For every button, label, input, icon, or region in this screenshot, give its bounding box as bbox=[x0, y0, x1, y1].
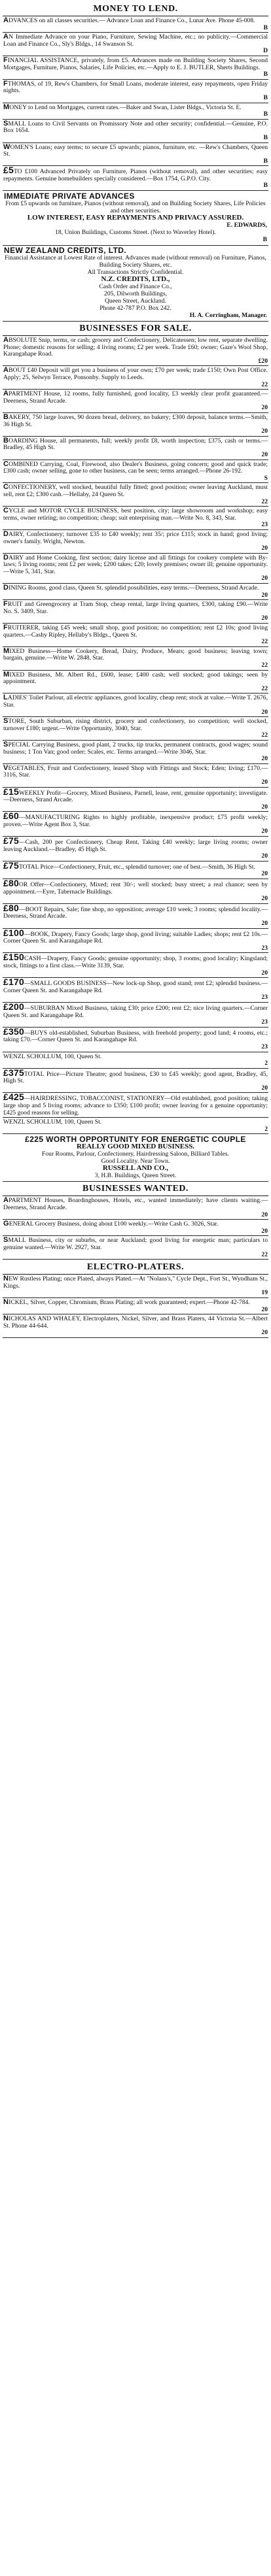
ad-text: ADIES' Toilet Parlour, all electric appliances, good locality, cheap rent; stock at value.—Write T. 2676, Star. bbox=[3, 694, 268, 709]
business-ad bbox=[3, 929, 268, 954]
ad-lead: D bbox=[3, 584, 9, 592]
ad-text: —SMALL GOODS BUSINESS—New lock-up Shop, good stand; rent £2; splendid business.—Corner Queen St. and Karangahape Rd. bbox=[3, 980, 268, 994]
money-ad bbox=[3, 33, 268, 56]
ad-lead: F bbox=[3, 624, 8, 632]
business-ad bbox=[3, 461, 268, 484]
ad-tail: 23 bbox=[261, 1018, 268, 1026]
ad-text: OR Offer—Confectionery, Mixed; rent 30/-; well stocked; busy street; a real chance; seen by appointment.—Eyre, Tabernacle Buildings. bbox=[3, 881, 268, 895]
business-ad bbox=[3, 954, 268, 978]
display-ad-immediate-sign: E. EDWARDS, bbox=[226, 222, 267, 229]
display-ad-couple-line: RUSSELL AND CO., bbox=[102, 1164, 169, 1173]
ad-tail: 20 bbox=[261, 1227, 268, 1235]
money-ad bbox=[3, 120, 268, 143]
business-ad bbox=[3, 671, 268, 694]
ad-tail: B bbox=[263, 24, 268, 31]
wanted-ads-list bbox=[3, 1197, 268, 1260]
business-ad bbox=[3, 1028, 268, 1052]
section-heading-businesses-wanted: BUSINESSES WANTED. bbox=[3, 1182, 268, 1196]
electro-ads-list bbox=[3, 1275, 268, 1338]
ad-text: ONFECTIONERY, well stocked, beautiful fully fitted; good position; owner leaving Auckland, must sell, rent £2; £300 cash.—Hellaby, 24 Queen St. bbox=[3, 484, 268, 498]
display-ad-immediate-tail: B bbox=[262, 236, 267, 244]
business-ad bbox=[3, 1118, 268, 1134]
business-ad bbox=[3, 367, 268, 390]
display-ad-couple-heading: £225 WORTH OPPORTUNITY FOR ENERGETIC COUPLE bbox=[25, 1135, 246, 1145]
ad-lead: V bbox=[3, 763, 9, 772]
business-ad bbox=[3, 390, 268, 413]
display-ad-nz-line: Phone 42-787 P.O. Box 242. bbox=[99, 305, 172, 312]
ad-lead: £100 bbox=[3, 927, 24, 938]
ad-tail: 23 bbox=[261, 944, 268, 952]
ad-tail: 20 bbox=[261, 427, 268, 435]
electro-ad bbox=[3, 1275, 268, 1298]
ad-tail: 20 bbox=[261, 920, 268, 927]
ad-text: WENZL SCHOLLUM, 100, Queen St. bbox=[3, 1052, 102, 1060]
ad-text: AIRY and Home Cooking, first section; dairy license and all fittings for cookery complete with By-laws; 5 living rooms; rent £2 per week; £200 takes; £20; lovely premises; owner ill; genuine opportunity.—Write 5, 341, Star. bbox=[3, 554, 268, 575]
display-ad-immediate-line: From £5 upwards on furniture, Pianos (without removal), and on Building Society Shares, Life Policies and other securities. bbox=[5, 200, 266, 215]
ad-lead: C bbox=[3, 507, 9, 515]
business-ad bbox=[3, 880, 268, 904]
ad-tail: 20 bbox=[261, 708, 268, 716]
ad-lead: £170 bbox=[3, 977, 24, 988]
ad-tail: 22 bbox=[261, 380, 268, 388]
display-ad-immediate-heading: IMMEDIATE PRIVATE ADVANCES bbox=[4, 192, 135, 201]
business-ad bbox=[3, 531, 268, 554]
ad-tail: B bbox=[263, 110, 268, 118]
business-ad bbox=[3, 484, 268, 507]
business-ad bbox=[3, 624, 268, 647]
ad-text: INANCIAL ASSISTANCE, privately, from £5. Advances made on Building Society Shares, Second Mortgages, Furniture, Pianos, Salaries, Life Policies, etc.—Apply to E. J. BUTLER, Sherts Buildings. bbox=[3, 56, 268, 71]
ad-text: THOMAS, of 19, Rew's Chambers, for Small Loans, moderate interest, easy repayments, open Friday nights. bbox=[3, 80, 268, 95]
money-ad bbox=[3, 80, 268, 103]
ad-lead: N bbox=[3, 1314, 9, 1323]
display-ad-couple-line: Good Locality. Near Town. bbox=[101, 1158, 170, 1165]
section-heading-electro-platers: ELECTRO-PLATERS. bbox=[3, 1260, 268, 1275]
ad-tail: 20 bbox=[261, 544, 268, 552]
ad-lead: F bbox=[3, 56, 8, 64]
ad-tail: 20 bbox=[261, 870, 268, 878]
ad-text: IXED Business—Home Cookery, Bread, Dairy, Produce, Meats; good business; leaving town; bargain, genuine.—Write W. 2848, Star. bbox=[3, 647, 268, 662]
ad-lead: M bbox=[3, 103, 10, 111]
electro-ad bbox=[3, 1315, 268, 1338]
business-ad bbox=[3, 788, 268, 812]
ad-text: PARTMENT House, 12 rooms, fully furnished, good locality, £3 weekly clear profit guaranteed.—Deerness, Strand Arcade. bbox=[3, 390, 268, 405]
display-ad-couple bbox=[3, 1135, 268, 1182]
ad-lead: S bbox=[3, 740, 9, 748]
ad-lead: S bbox=[3, 119, 9, 127]
ad-lead: £5 bbox=[3, 165, 14, 176]
ad-tail: B bbox=[263, 71, 268, 78]
ad-text: RUITERER, taking £45 week; small shop, good position; no competition; rent £2 10s; good living quarters.—Cashy Ripley, Hellaby's Bldgs., Queen St. bbox=[3, 624, 268, 639]
ad-text: IXED Business, Mt. Albert Rd., £600, lease; £400 cash; well stocked; good takings; seen by appointment. bbox=[3, 671, 268, 686]
display-ad-couple-line: Four Rooms, Parlour, Confectionery, Hairdressing Saloon, Billiard Tables. bbox=[42, 1150, 229, 1158]
ad-tail: B bbox=[263, 133, 268, 141]
display-ad-nz-line: Queen Street, Auckland. bbox=[105, 297, 166, 305]
ad-lead: £375 bbox=[3, 1067, 24, 1078]
ad-tail: B bbox=[263, 157, 268, 165]
ad-text: OMEN'S Loans; easy terms; to secure £5 upwards; pianos, furniture, etc. —Rew's Chambers, Queen St. bbox=[3, 143, 268, 158]
ad-tail: 22 bbox=[261, 1250, 268, 1258]
ad-tail: 22 bbox=[261, 684, 268, 692]
ad-tail: 23 bbox=[261, 994, 268, 1001]
ad-tail: 20 bbox=[261, 450, 268, 458]
ad-lead: C bbox=[3, 483, 9, 492]
ad-lead: £80 bbox=[3, 902, 19, 913]
display-ad-nz-line: 205, Dilworth Buildings, bbox=[104, 290, 167, 298]
ad-text: ONEY to Lend on Mortgages, current rates.—Baker and Swan, Lister Bldgs., Victoria St. E. bbox=[9, 103, 242, 111]
money-ads-list bbox=[3, 17, 268, 191]
ad-text: TOTAL Price—Confectionery, Fruit, etc., splendid turnover; one of best.—Smith, 36 High St. bbox=[18, 863, 255, 871]
ad-text: OARDING House, all permanents, full; weekly profit £8, worth inspection; £375, cash or terms.—Bradley, 45 High St. bbox=[3, 437, 268, 452]
section-heading-businesses-for-sale: BUSINESSES FOR SALE. bbox=[3, 322, 268, 336]
business-ad bbox=[3, 554, 268, 584]
business-ad bbox=[3, 337, 268, 366]
ad-lead: S bbox=[3, 1236, 9, 1245]
ad-tail: 22 bbox=[261, 497, 268, 505]
money-ad bbox=[3, 144, 268, 167]
ad-lead: £75 bbox=[3, 835, 19, 846]
ad-tail: 20 bbox=[261, 575, 268, 582]
ad-lead: A bbox=[3, 1196, 9, 1205]
ad-lead: £75 bbox=[3, 860, 19, 871]
ad-text: WENZL SCHOLLUM, 100, Queen St. bbox=[3, 1118, 102, 1126]
ad-text: BOUT £40 Deposit will get you a business of your own; £70 per week; trade £150; Own Post Office. Apply; 25, Selwyn Terrace, Ponsonby. Supply to Leeds. bbox=[3, 367, 268, 382]
display-ad-nz-line: Cash Order and Finance Co., bbox=[99, 283, 172, 291]
ad-text: PARTMENT Houses, Boardinghouses, Hotels, etc., wanted immediately; have clients waiting.—Deerness, Strand Arcade. bbox=[3, 1197, 268, 1212]
business-ad bbox=[3, 648, 268, 671]
ad-text: —MANUFACTURING Rights to highly profitable, inexpensive product; £75 profit weekly; proven.—Write Agent Box 3, Star. bbox=[3, 814, 268, 828]
business-ad bbox=[3, 862, 268, 879]
wanted-ad bbox=[3, 1197, 268, 1220]
ad-text: —SUBURBAN Mixed Business, taking £30; price £200; rent £2; nice living quarters.—Corner Queen St. and Karangahape Rd. bbox=[3, 1004, 268, 1019]
business-ad bbox=[3, 1053, 268, 1069]
ad-text: RUIT and Greengrocery at Tram Stop, cheap rental, large living quarters, £300, taking £90.—Write No. S. 3409, Star. bbox=[3, 601, 268, 615]
ad-tail: 20 bbox=[261, 591, 268, 599]
business-ad bbox=[3, 902, 268, 929]
ad-lead: £200 bbox=[3, 1001, 24, 1012]
ad-lead: W bbox=[3, 142, 10, 151]
ad-text: —Cash, 200 per Confectionery, Cheap Rent, Taking £40 weekly; large living rooms; owner leaving Auckland.—Bradley, 45 High St. bbox=[3, 839, 268, 853]
ad-tail: 23 bbox=[261, 1043, 268, 1050]
business-ad bbox=[3, 584, 268, 600]
ad-text: MALL Business, city or suburbs, or near Auckland; good living for energetic man; particulars to genuine wanted.—Write W. 2927, Star. bbox=[3, 1237, 268, 1251]
ad-text: INING Rooms, good class, Queen St. splendid possibilities, easy terms.—Deerness, Strand Arcade. bbox=[9, 584, 259, 592]
ad-lead: N bbox=[3, 1297, 9, 1306]
wanted-ad bbox=[3, 1220, 268, 1236]
display-ad-couple-line: REALLY GOOD MIXED BUSINESS. bbox=[76, 1143, 195, 1151]
business-ad bbox=[3, 694, 268, 717]
ad-tail: B bbox=[263, 93, 268, 101]
ad-tail: 20 bbox=[261, 969, 268, 977]
ad-tail: 20 bbox=[261, 895, 268, 903]
display-ad-nz-line: N.Z. CREDITS, LTD., bbox=[101, 275, 170, 284]
ad-tail: 20 bbox=[261, 404, 268, 412]
money-ad bbox=[3, 17, 268, 33]
ad-tail: 2 bbox=[264, 1060, 268, 1067]
ad-lead: A bbox=[3, 366, 9, 375]
ad-tail: 20 bbox=[261, 803, 268, 811]
section-heading-money: MONEY TO LEND. bbox=[3, 2, 268, 16]
display-ad-nz-line: H. A. Corringham, Manager. bbox=[189, 312, 267, 320]
ad-text: ENERAL Grocery Business, doing about £100 weekly.—Write Cash G. 3026, Star. bbox=[9, 1220, 219, 1228]
ad-tail: 20 bbox=[261, 614, 268, 622]
ad-tail: 22 bbox=[261, 638, 268, 646]
ad-text: ICKEL, Silver, Copper, Chromium, Brass Plating; all work guaranteed; expert.—Phone 42-784. bbox=[9, 1298, 250, 1306]
ad-tail: B bbox=[263, 182, 268, 190]
ad-lead: B bbox=[3, 436, 9, 444]
ad-text: AKERY, 750 large loaves, 90 dozen bread, delivery, no bakery; £300 deposit, balance terms.—Smith, 36 High St. bbox=[3, 414, 268, 428]
business-ad bbox=[3, 979, 268, 1003]
ad-tail: S bbox=[264, 474, 268, 482]
ad-text: DVANCES on all classes securities.— Advance Loan and Finance Co., Lunar Ave. Phone 45-008. bbox=[9, 17, 255, 24]
business-ad bbox=[3, 1094, 268, 1118]
ad-text: YCLE and MOTOR CYCLE BUSINESS, best position, city; large showroom and workshop; easy terms, owner retiring; no competition; cheap; suit enterprising man.—Write No. 8, 343, Star. bbox=[3, 507, 268, 522]
ad-tail: 20 bbox=[261, 778, 268, 786]
business-ad bbox=[3, 837, 268, 861]
ad-tail: 20 bbox=[261, 1084, 268, 1092]
business-ad bbox=[3, 507, 268, 530]
ad-text: CASH—Drapery, Fancy Goods; genuine opportunity; shop, 3 rooms; good locality; Kingsland; stock, fittings to a first class.—Write 3139, Star. bbox=[3, 955, 268, 969]
ad-text: BSOLUTE Snip, terms, or cash; grocery and Confectionery, Delicatessen; low rent, separate dwelling. Phone; domestic reasons for selling; 4 living rooms; £2 per week. Trade £60; owner; Gaze's Wool Shop, Karangahape Road. bbox=[3, 337, 268, 358]
ad-tail: 20 bbox=[261, 1211, 268, 1218]
ad-tail: 22 bbox=[261, 731, 268, 739]
display-ad-nz-heading: NEW ZEALAND CREDITS, LTD. bbox=[4, 246, 127, 256]
ad-text: TORE, South Suburban, rising district, grocery and confectionery, no competition; well stocked, turnover £180; urgent.—Write Opportunity, 3040, Star. bbox=[3, 718, 268, 732]
ad-lead: D bbox=[3, 553, 9, 561]
business-ad bbox=[3, 1069, 268, 1094]
business-ads-list bbox=[3, 337, 268, 1134]
ad-lead: S bbox=[3, 717, 9, 726]
ad-text: OMBINED Carrying, Coal, Firewood, also Dealer's Business, going concern; good and quick trade; £300 cash; owner selling, gone to other business, can be seen; terms arranged.—Phone 26-192. bbox=[3, 460, 268, 475]
ad-tail: 20 bbox=[261, 1305, 268, 1313]
display-ad-immediate bbox=[3, 192, 268, 246]
ad-lead: G bbox=[3, 1220, 9, 1228]
display-ad-nz-line: All Transactions Strictly Confidential. bbox=[87, 269, 184, 276]
ad-lead: F bbox=[3, 600, 8, 609]
ad-text: ICHOLAS AND WHALEY, Electroplaters, Nickel, Silver, and Brass Platers, 44 Victoria St.—Albert St. Phone 44-644. bbox=[3, 1315, 268, 1330]
ad-lead: £425 bbox=[3, 1092, 24, 1103]
ad-lead: £350 bbox=[3, 1026, 24, 1037]
ad-lead: A bbox=[3, 16, 9, 24]
electro-ad bbox=[3, 1299, 268, 1314]
ad-text: EGETABLES, Fruit and Confectionery, leased Shop with Fittings and Stock; Eden; living; £170.—3116, Star. bbox=[3, 764, 268, 779]
ad-tail: D bbox=[263, 47, 268, 55]
ad-text: TO £100 Advanced Privately on Furniture, Pianos (without removal), and other securities; easy repayments. Genuine homebuilders specially considered.—Box 1754, G.P.O. City. bbox=[3, 168, 268, 182]
ad-lead: £15 bbox=[3, 786, 19, 797]
ad-text: AIRY, Confectionery; turnover £35 to £40 weekly; rent 35/; price £115; stock in hand; good living; owner's family. Wright, Newton. bbox=[3, 530, 268, 545]
ad-tail: 23 bbox=[261, 521, 268, 529]
ad-text: EW Rustless Plating; once Plated, always Plated.—At "Nolans's," Cycle Dept., Fort St., Wyndham St., Kings. bbox=[3, 1275, 268, 1290]
business-ad bbox=[3, 601, 268, 624]
business-ad bbox=[3, 741, 268, 764]
display-ad-immediate-strong: LOW INTEREST, EASY REPAYMENTS AND PRIVACY ASSURED. bbox=[27, 214, 244, 222]
money-ad bbox=[3, 57, 268, 80]
ad-lead: £150 bbox=[3, 952, 24, 963]
ad-text: TOTAL Price—Picture Theatre; good business, £30 to £45 weekly; good agent, Bradley, 45, High St. bbox=[3, 1070, 268, 1085]
ad-tail: £20 bbox=[258, 357, 268, 365]
business-ad bbox=[3, 812, 268, 837]
ad-lead: L bbox=[3, 694, 8, 702]
ad-tail: 20 bbox=[261, 852, 268, 860]
ad-text: —HAIRDRESSING, TOBACCONIST, STATIONERY—Old established, good position; taking large shop and 5 living rooms; advance to £350; £100 profit; owner leaving for a genuine opportunity; £425 good reasons for selling. bbox=[3, 1095, 268, 1116]
ad-lead: D bbox=[3, 529, 9, 538]
ad-tail: 2 bbox=[264, 1125, 268, 1133]
display-ad-nz-credits bbox=[3, 246, 268, 322]
money-ad bbox=[3, 167, 268, 191]
ad-lead: A bbox=[3, 390, 9, 398]
business-ad bbox=[3, 1003, 268, 1028]
ad-text: MALL Loans to Civil Servants on Promissory Note and other security; confidential.—Genuine, P.O. Box 1654. bbox=[3, 120, 268, 135]
ad-lead: £60 bbox=[3, 811, 19, 822]
ad-text: —BOOK, Drapery, Fancy Goods; large shop, good living; suitable Ladies; shops; rent £2 10s.—Corner Queen St. and Karangahape Rd. bbox=[3, 930, 268, 945]
ad-lead: C bbox=[3, 460, 9, 468]
business-ad bbox=[3, 437, 268, 460]
business-ad bbox=[3, 414, 268, 437]
ad-text: PECIAL Carrying Business, good plant, 2 trucks, tip trucks, permanent contracts, good wages; sound business; 1 Ton Van; good order; Scales, etc. Terms arranged.—Write 3046, Star. bbox=[3, 741, 268, 756]
money-ad bbox=[3, 104, 268, 120]
wanted-ad bbox=[3, 1237, 268, 1260]
ad-tail: 20 bbox=[261, 1329, 268, 1337]
ad-lead: A bbox=[3, 33, 9, 41]
ad-text: —BUYS old-established, Suburban Business, with freehold property; good land; 4 rooms, etc.; taking £70.—Corner Queen St. and Karangahape Rd. bbox=[3, 1029, 268, 1044]
display-ad-immediate-addr: 18, Union Buildings, Customs Street. (Next to Waverley Hotel). bbox=[55, 229, 216, 237]
ad-lead: B bbox=[3, 413, 9, 421]
ad-lead: A bbox=[3, 336, 9, 344]
ad-tail: 19 bbox=[261, 1289, 268, 1297]
ad-lead: F bbox=[3, 79, 8, 88]
ad-lead: M bbox=[3, 646, 10, 655]
ad-text: WEEKLY Profit—Grocery, Mixed Business, Parnell, lease, rent, genuine opportunity; investigate.—Deerness, Strand Arcade. bbox=[3, 789, 268, 804]
business-ad bbox=[3, 765, 268, 788]
ad-tail: 20 bbox=[261, 755, 268, 763]
ad-lead: £80 bbox=[3, 878, 19, 889]
display-ad-nz-line: Financial Assistance at Lowest Rate of interest. Advances made (without removal) on Furniture, Pianos, Building Society Shares, etc. bbox=[5, 254, 266, 269]
ad-lead: M bbox=[3, 670, 10, 678]
ad-tail: 20 bbox=[261, 828, 268, 835]
ad-lead: N bbox=[3, 1275, 9, 1283]
ad-text: —BOOT Repairs, Sale; fine shop, no opposition; average £10 week; 3 rooms; splendid locality.—Deerness, Strand Arcade. bbox=[3, 905, 268, 920]
ad-tail: 22 bbox=[261, 661, 268, 669]
business-ad bbox=[3, 718, 268, 741]
ad-text: N Immediate Advance on your Piano, Furniture, Sewing Machine, etc.; no publicity.—Commercial Loan and Finance Co., Sly's Bldgs., 14 Swanson St. bbox=[3, 33, 268, 48]
display-ad-couple-line: 3, H.B. Buildings, Queen Street. bbox=[94, 1172, 177, 1180]
